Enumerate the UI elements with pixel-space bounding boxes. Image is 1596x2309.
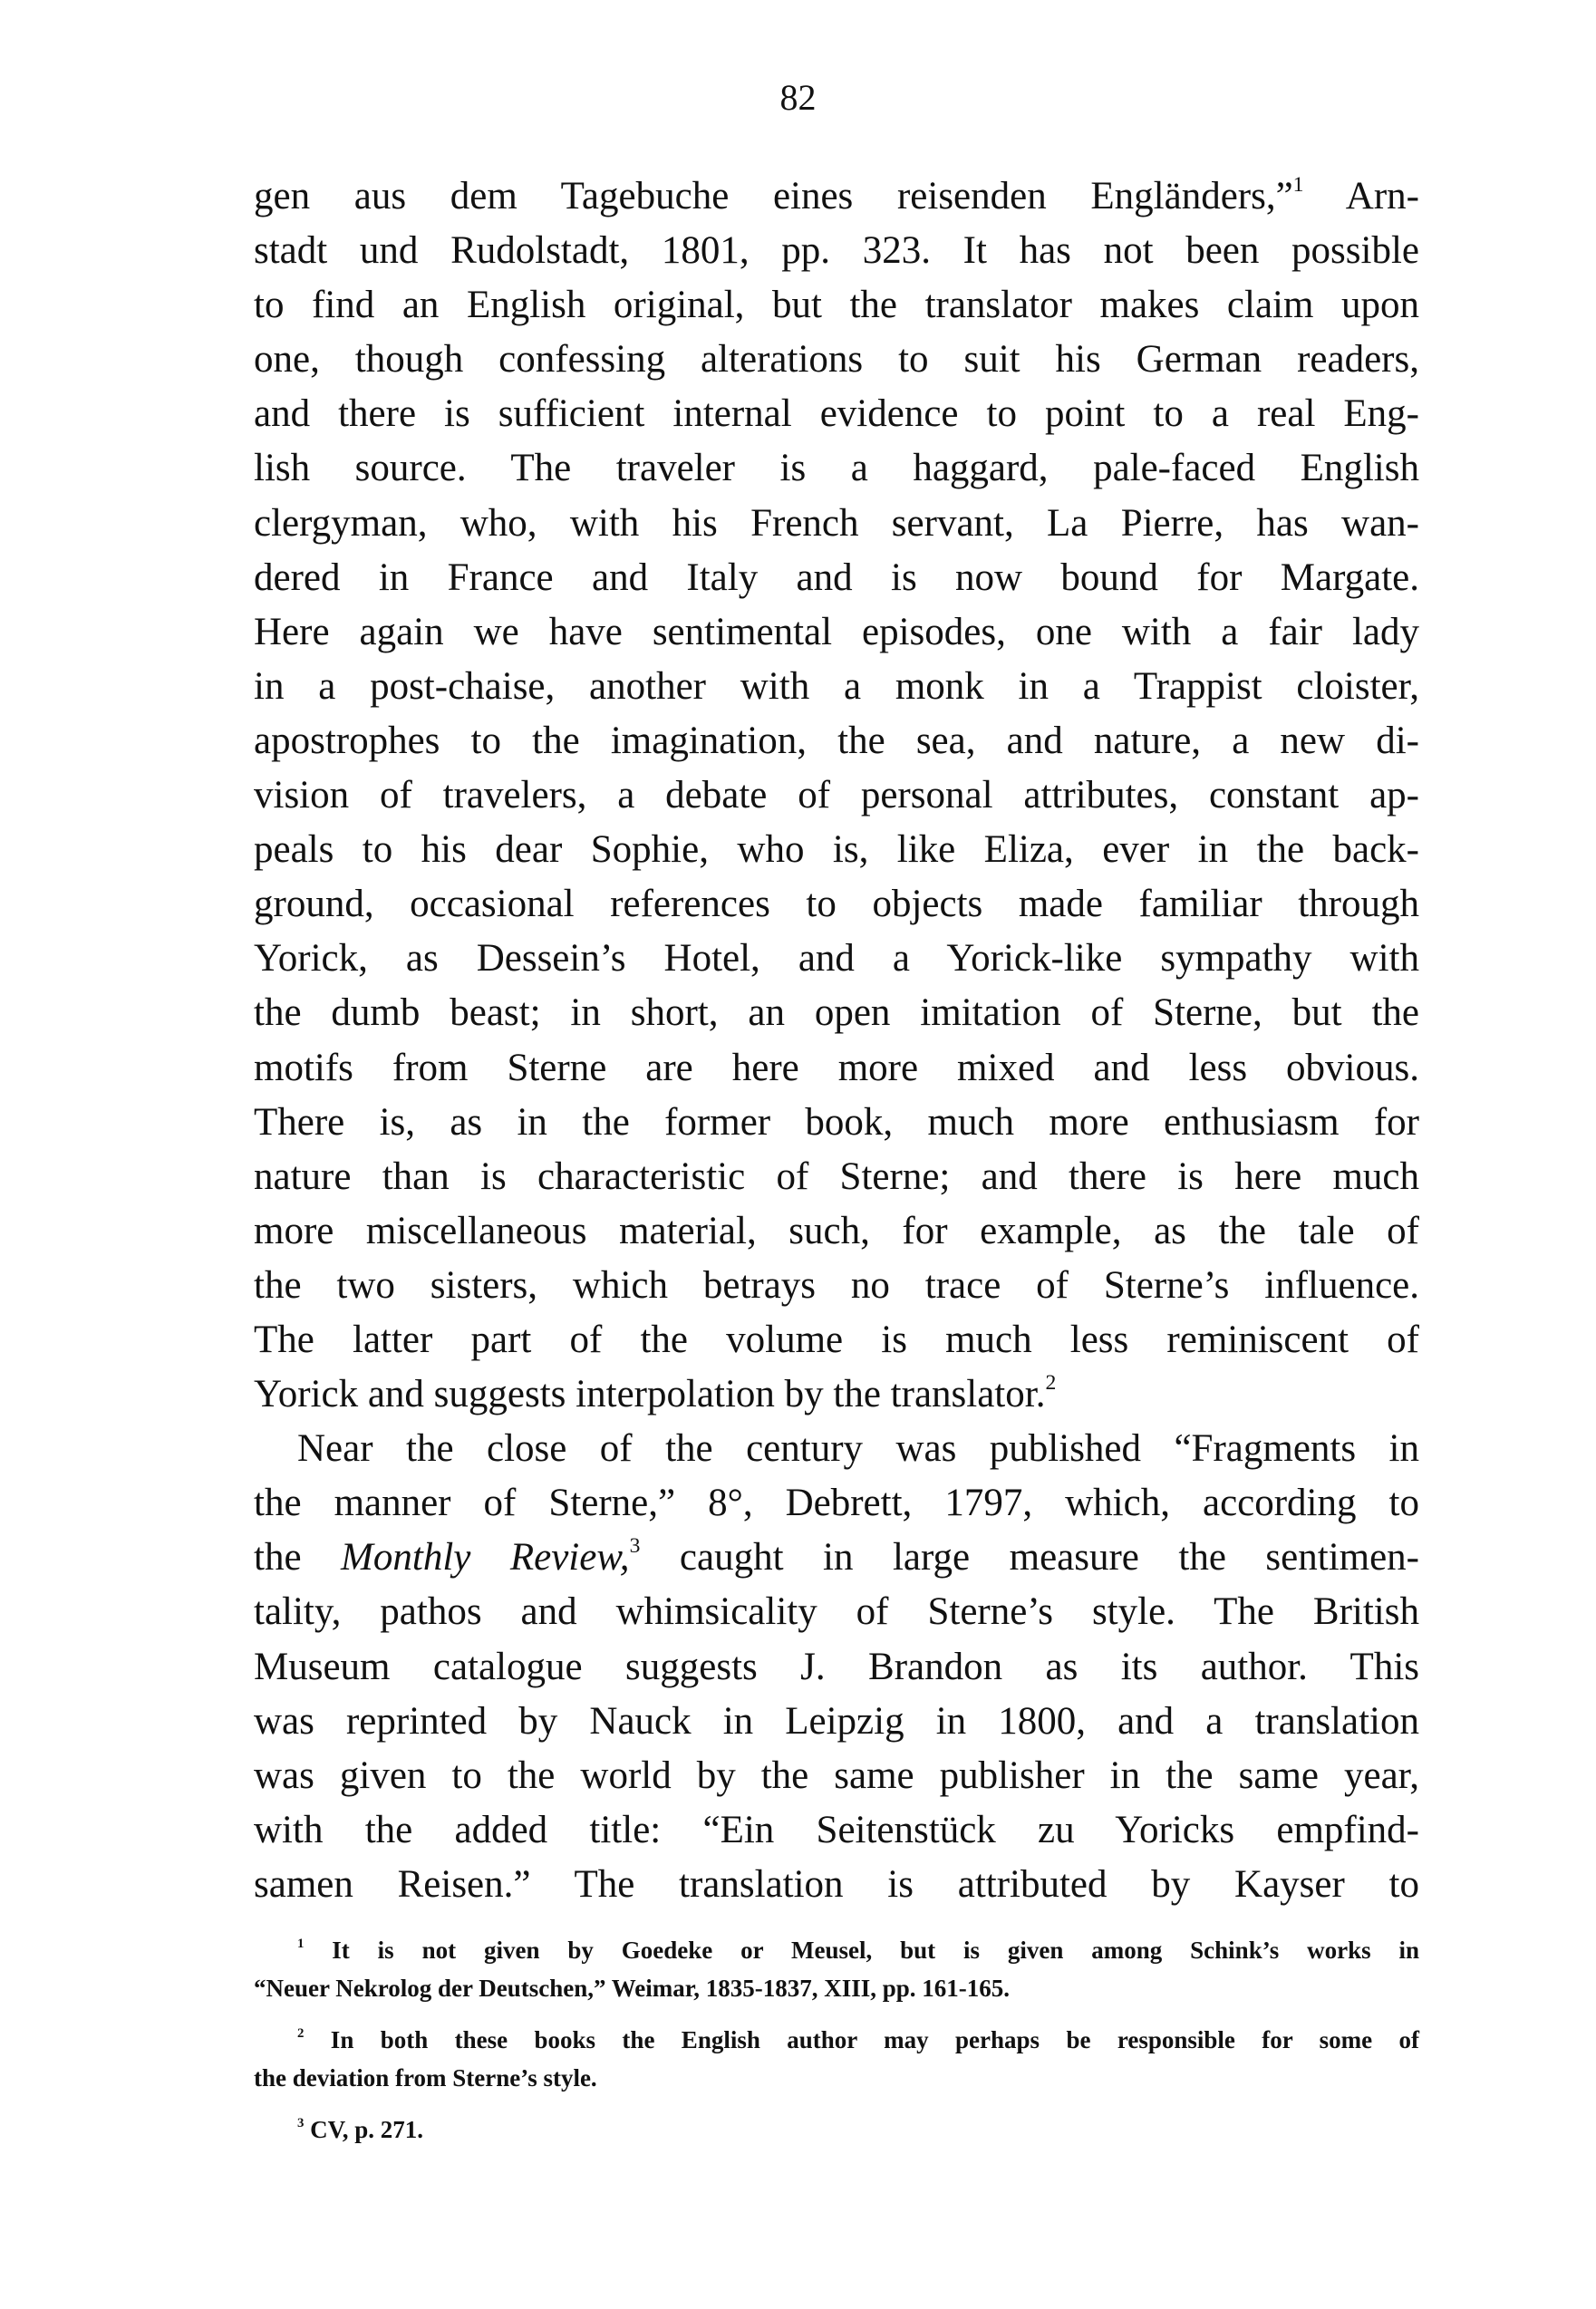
footnote-ref: 2 bbox=[297, 2026, 305, 2042]
text-line bbox=[254, 1640, 1419, 1695]
footnote bbox=[254, 2111, 1419, 2149]
text-span: in a post-chaise, another with a monk in a Trappist cloister, bbox=[254, 664, 1419, 708]
footnote-ref: 3 bbox=[297, 2116, 305, 2131]
text-span: and there is sufficient internal evidence to point to a real Eng- bbox=[254, 392, 1419, 436]
italic-title: Monthly Review, bbox=[341, 1536, 630, 1580]
text-line bbox=[254, 551, 1419, 605]
text-span: Near the close of the century was published “Fragments in bbox=[297, 1427, 1419, 1471]
text-span: samen Reisen.” The translation is attributed by Kayser to bbox=[254, 1862, 1419, 1906]
text-line bbox=[254, 224, 1419, 278]
text-line bbox=[254, 497, 1419, 551]
text-span: clergyman, who, with his French servant, La Pierre, has wan- bbox=[254, 501, 1419, 545]
text-line bbox=[254, 2111, 1419, 2149]
text-span: was reprinted by Nauck in Leipzig in 1800, and a translation bbox=[254, 1699, 1419, 1743]
footnote-ref: 1 bbox=[297, 1937, 305, 1952]
text-line bbox=[254, 1695, 1419, 1749]
footnote-ref: 1 bbox=[1292, 173, 1304, 198]
text-span: dered in France and Italy and is now bound for Margate. bbox=[254, 556, 1419, 599]
text-line bbox=[254, 2021, 1419, 2059]
text-line bbox=[254, 660, 1419, 714]
text-line bbox=[254, 1041, 1419, 1096]
text-span: “Neuer Nekrolog der Deutschen,” Weimar, 1835-1837, XIII, pp. 161-165. bbox=[254, 1975, 1011, 2002]
text-span: one, though confessing alterations to suit his German readers, bbox=[254, 338, 1419, 382]
text-span: CV, p. 271. bbox=[304, 2116, 423, 2143]
footnotes bbox=[254, 1931, 1419, 2162]
text-span: ground, occasional references to objects made familiar through bbox=[254, 883, 1419, 926]
text-line bbox=[254, 986, 1419, 1040]
text-span: The latter part of the volume is much less reminiscent of bbox=[254, 1318, 1419, 1361]
text-line bbox=[254, 1531, 1419, 1585]
footnote bbox=[254, 1931, 1419, 2007]
text-span: the bbox=[254, 1536, 342, 1580]
text-line bbox=[254, 1150, 1419, 1204]
text-line bbox=[254, 1803, 1419, 1858]
text-line bbox=[254, 1367, 1419, 1422]
text-span: Museum catalogue suggests J. Brandon as its author. This bbox=[254, 1645, 1419, 1688]
text-span: nature than is characteristic of Sterne; and there is here much bbox=[254, 1154, 1419, 1198]
text-line bbox=[254, 1585, 1419, 1639]
text-span: caught in large measure the sentimen- bbox=[640, 1536, 1419, 1580]
text-line bbox=[254, 333, 1419, 387]
text-span: gen aus dem Tagebuche eines reisenden Engländers,” bbox=[254, 175, 1293, 217]
text-line bbox=[254, 823, 1419, 877]
text-span: Yorick and suggests interpolation by the translator. bbox=[254, 1373, 1046, 1416]
text-line bbox=[254, 1313, 1419, 1367]
text-span: with the added title: “Ein Seitenstück zu Yoricks empfind- bbox=[254, 1808, 1419, 1851]
text-span: tality, pathos and whimsicality of Sterne’s style. The British bbox=[254, 1590, 1419, 1634]
text-span: was given to the world by the same publisher in the same year, bbox=[254, 1753, 1419, 1797]
text-span: the two sisters, which betrays no trace of Sterne’s influence. bbox=[254, 1263, 1419, 1307]
text-span: Arn- bbox=[1303, 175, 1419, 217]
text-span: stadt und Rudolstadt, 1801, pp. 323. It has not been possible bbox=[254, 229, 1419, 273]
text-line bbox=[254, 441, 1419, 496]
text-span: to find an English original, but the translator makes claim upon bbox=[254, 284, 1419, 327]
text-line bbox=[254, 768, 1419, 823]
page-number: 82 bbox=[779, 77, 817, 118]
text-span: In both these books the English author may perhaps be responsible for some of bbox=[304, 2026, 1419, 2053]
text-line bbox=[254, 1858, 1419, 1912]
text-span: It is not given by Goedeke or Meusel, but is given among Schink’s works in bbox=[304, 1937, 1419, 1964]
text-span: the deviation from Sterne’s style. bbox=[254, 2064, 597, 2092]
footnote-ref: 3 bbox=[629, 1534, 641, 1559]
text-line bbox=[254, 714, 1419, 768]
text-line bbox=[254, 1931, 1419, 1969]
text-line bbox=[254, 1969, 1419, 2007]
text-line bbox=[254, 1422, 1419, 1476]
text-span: vision of travelers, a debate of personal attributes, constant ap- bbox=[254, 774, 1419, 817]
text-span: Yorick, as Dessein’s Hotel, and a Yorick-like sympathy with bbox=[254, 937, 1419, 981]
footnote bbox=[254, 2021, 1419, 2097]
text-span: Here again we have sentimental episodes, one with a fair lady bbox=[254, 610, 1419, 653]
text-line bbox=[254, 877, 1419, 932]
text-span: the manner of Sterne,” 8°, Debrett, 1797, which, according to bbox=[254, 1482, 1419, 1525]
text-line bbox=[254, 932, 1419, 986]
text-line bbox=[254, 278, 1419, 333]
text-line bbox=[254, 1259, 1419, 1313]
body-text bbox=[254, 169, 1419, 1912]
text-line bbox=[254, 1749, 1419, 1803]
text-span: peals to his dear Sophie, who is, like Eliza, ever in the back- bbox=[254, 828, 1419, 872]
text-line bbox=[254, 1476, 1419, 1531]
paragraph bbox=[254, 169, 1419, 1422]
text-span: the dumb beast; in short, an open imitation of Sterne, but the bbox=[254, 991, 1419, 1035]
text-line bbox=[254, 387, 1419, 441]
text-line bbox=[254, 605, 1419, 660]
text-span: There is, as in the former book, much more enthusiasm for bbox=[254, 1100, 1419, 1144]
text-line bbox=[254, 1096, 1419, 1150]
paragraph bbox=[254, 1422, 1419, 1912]
text-line bbox=[254, 169, 1419, 224]
text-span: more miscellaneous material, such, for example, as the tale of bbox=[254, 1209, 1419, 1252]
text-line bbox=[254, 2059, 1419, 2097]
text-span: lish source. The traveler is a haggard, pale-faced English bbox=[254, 447, 1419, 490]
text-span: motifs from Sterne are here more mixed and less obvious. bbox=[254, 1046, 1419, 1089]
text-span: apostrophes to the imagination, the sea, and nature, a new di- bbox=[254, 719, 1419, 762]
footnote-ref: 2 bbox=[1045, 1371, 1057, 1396]
text-line bbox=[254, 1204, 1419, 1259]
